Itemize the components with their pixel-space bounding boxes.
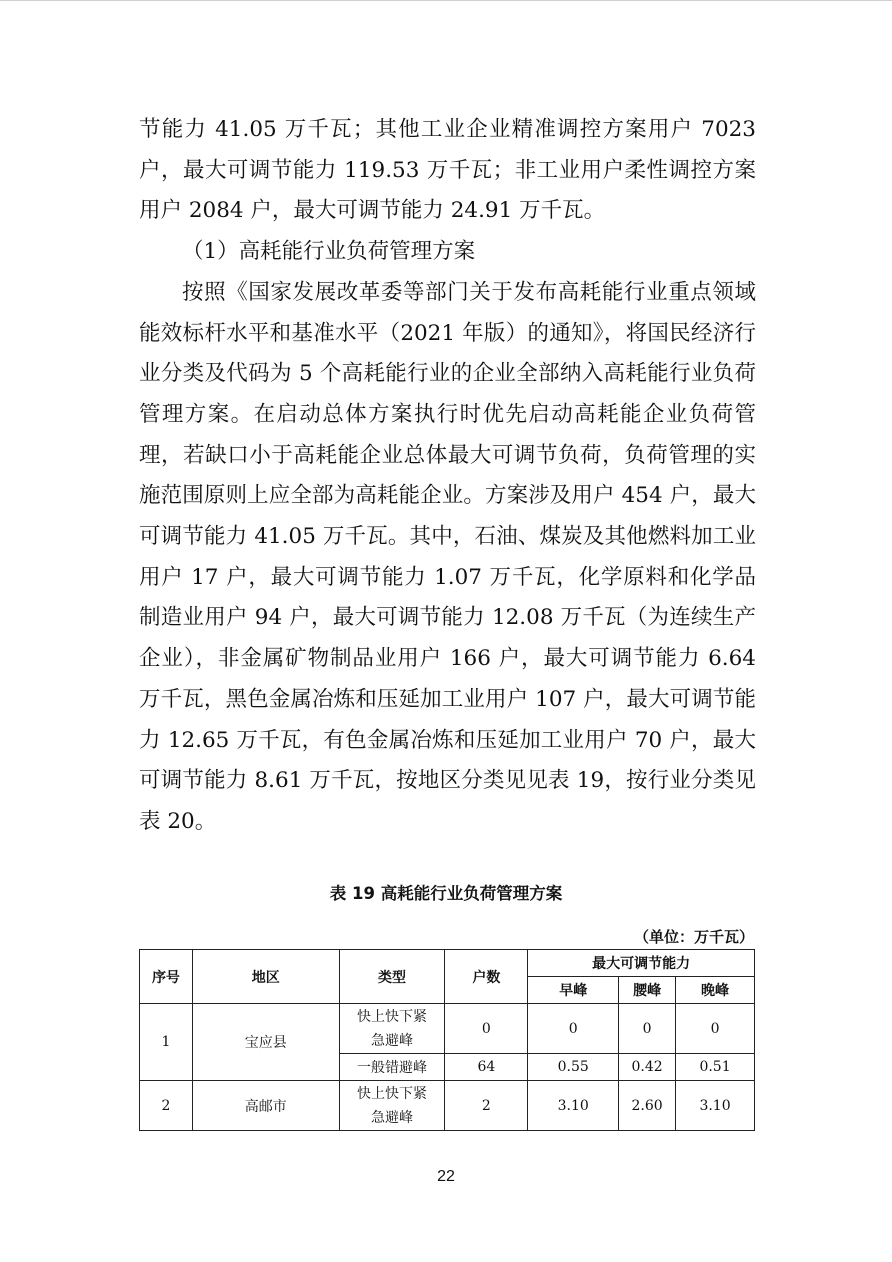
header-seq: 序号 [140,950,193,1004]
header-evening: 晚峰 [676,977,755,1004]
paragraph-1: 节能力 41.05 万千瓦；其他工业企业精准调控方案用户 7023 户，最大可调节能力 119.53 万千瓦；非工业用户柔性调控方案用户 2084 户，最大可调节能力 24.91 万千瓦。 [139,117,756,224]
cell-region: 高邮市 [192,1081,339,1131]
cell-type-text: 快上快下紧急避峰 [357,1085,427,1126]
cell-evening: 0 [676,1004,755,1054]
cell-morning: 0.55 [528,1054,619,1081]
cell-seq: 2 [140,1081,193,1131]
cell-type-text: 快上快下紧急避峰 [357,1008,427,1049]
cell-morning: 0 [528,1004,619,1054]
page-number: 22 [437,1168,455,1185]
cell-seq: 1 [140,1004,193,1081]
header-morning: 早峰 [528,977,619,1004]
cell-type: 一般错避峰 [339,1054,445,1081]
cell-region: 宝应县 [192,1004,339,1081]
cell-midday: 2.60 [619,1081,676,1131]
section-heading: （1）高耗能行业负荷管理方案 [182,239,476,265]
header-midday: 腰峰 [619,977,676,1004]
header-capacity: 最大可调节能力 [528,950,755,977]
table-row [140,1004,755,1054]
cell-households: 2 [445,1081,528,1131]
paragraph-2: 按照《国家发展改革委等部门关于发布高耗能行业重点领域能效标杆水平和基准水平（2021 年版）的通知》，将国民经济行业分类及代码为 5 个高耗能行业的企业全部纳入高耗能行业负荷管理方案。在启动总体方案执行时优先启动高耗能企业负荷管理，若缺口小于高耗能企业总体最大可调节负荷，负荷管理的实施范围原则上应全部为高耗能企业。方案涉及用户 454 户，最大可调节能力 41.05 万千瓦。其中，石油、煤炭及其他燃料加工业用户 17 户，最大可调节能力 1.07 万千瓦，化学原料和化学品制造业用户 94 户，最大可调节能力 12.08 万千瓦（为连续生产企业），非金属矿物制品业用户 166 户，最大可调节能力 6.64 万千瓦，黑色金属冶炼和压延加工业用户 107 户，最大可调节能力 12.65 万千瓦，有色金属冶炼和压延加工业用户 70 户，最大可调节能力 8.61 万千瓦，按地区分类见见表 19，按行业分类见表 20。 [139,279,756,834]
page-top-border [0,0,892,1]
cell-morning: 3.10 [528,1081,619,1131]
header-households: 户数 [445,950,528,1004]
cell-households: 64 [445,1054,528,1081]
cell-households: 0 [445,1004,528,1054]
table-row [140,1081,755,1131]
cell-type [339,1004,445,1054]
data-table [139,949,755,1131]
table-unit: （单位：万千瓦） [633,928,754,946]
table-caption: 表 19 高耗能行业负荷管理方案 [329,884,563,903]
cell-type [339,1081,445,1131]
cell-evening: 3.10 [676,1081,755,1131]
table-header-row [140,950,755,977]
cell-midday: 0.42 [619,1054,676,1081]
body-text [139,110,756,843]
cell-midday: 0 [619,1004,676,1054]
header-type: 类型 [339,950,445,1004]
header-region: 地区 [192,950,339,1004]
cell-evening: 0.51 [676,1054,755,1081]
